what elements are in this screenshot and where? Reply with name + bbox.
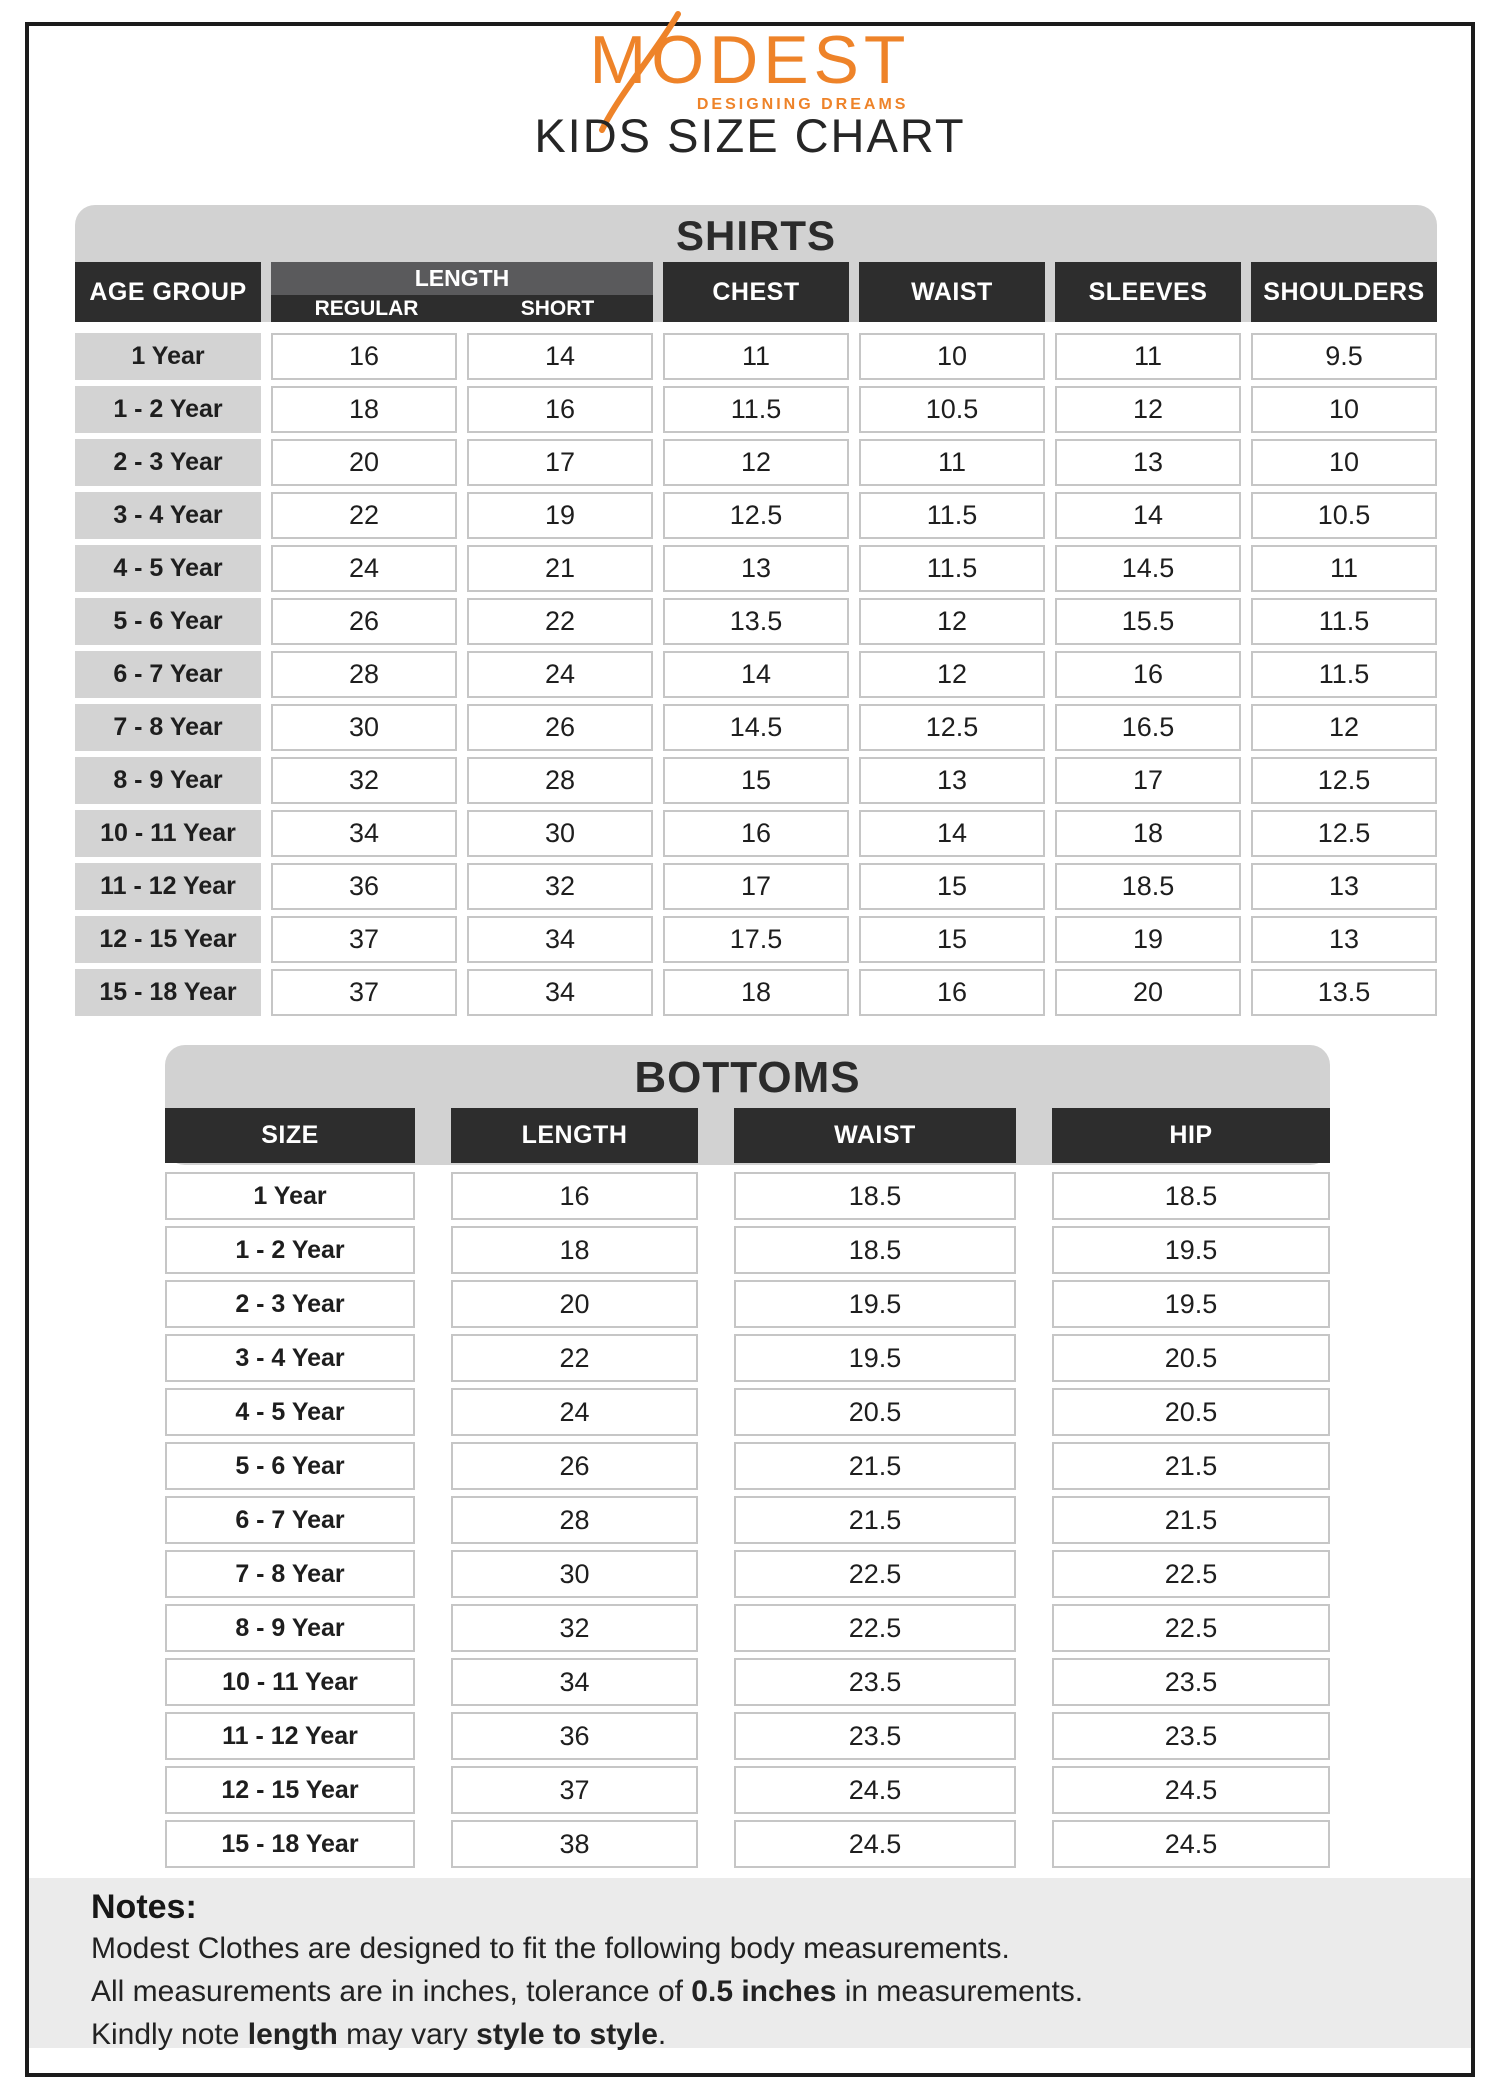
header-sleeves: SLEEVES (1055, 262, 1241, 322)
value-cell: 13 (859, 757, 1045, 804)
value-cell: 16 (451, 1172, 698, 1220)
size-cell: 4 - 5 Year (165, 1388, 415, 1436)
value-cell: 24 (451, 1388, 698, 1436)
value-cell: 11 (663, 333, 849, 380)
value-cell: 24.5 (1052, 1766, 1330, 1814)
value-cell: 14.5 (1055, 545, 1241, 592)
header-length: LENGTH (451, 1108, 698, 1163)
value-cell: 19.5 (1052, 1226, 1330, 1274)
value-cell: 9.5 (1251, 333, 1437, 380)
value-cell: 15 (859, 863, 1045, 910)
value-cell: 15 (663, 757, 849, 804)
notes-line: Modest Clothes are designed to fit the following body measurements. (91, 1932, 1010, 1965)
value-cell: 18 (1055, 810, 1241, 857)
header-length-group (271, 262, 653, 322)
value-cell: 14 (859, 810, 1045, 857)
value-cell: 13 (1055, 439, 1241, 486)
header-short: SHORT (520, 296, 595, 320)
value-cell: 14 (1055, 492, 1241, 539)
value-cell: 13 (663, 545, 849, 592)
value-cell: 32 (467, 863, 653, 910)
brand-tagline: DESIGNING DREAMS (696, 96, 909, 113)
size-cell: 1 Year (165, 1172, 415, 1220)
value-cell: 11.5 (663, 386, 849, 433)
shirts-title: SHIRTS (675, 212, 836, 259)
value-cell: 23.5 (734, 1712, 1016, 1760)
value-cell: 12.5 (1251, 810, 1437, 857)
value-cell: 16.5 (1055, 704, 1241, 751)
value-cell: 19.5 (1052, 1280, 1330, 1328)
header-length-split (271, 295, 653, 322)
value-cell: 12.5 (663, 492, 849, 539)
value-cell: 22 (271, 492, 457, 539)
size-cell: 8 - 9 Year (165, 1604, 415, 1652)
value-cell: 21 (467, 545, 653, 592)
value-cell: 11 (1055, 333, 1241, 380)
value-cell: 24 (271, 545, 457, 592)
value-cell: 24.5 (734, 1766, 1016, 1814)
notes-heading: Notes: (91, 1888, 197, 1926)
value-cell: 10.5 (859, 386, 1045, 433)
value-cell: 38 (451, 1820, 698, 1868)
bottoms-title: BOTTOMS (634, 1053, 861, 1102)
page-title: KIDS SIZE CHART (534, 109, 966, 162)
value-cell: 37 (271, 969, 457, 1016)
value-cell: 11.5 (1251, 651, 1437, 698)
value-cell: 13 (1251, 863, 1437, 910)
value-cell: 32 (451, 1604, 698, 1652)
value-cell: 12 (663, 439, 849, 486)
header-chest: CHEST (663, 262, 849, 322)
value-cell: 18 (271, 386, 457, 433)
value-cell: 18.5 (734, 1172, 1016, 1220)
bottoms-header-row (165, 1108, 1330, 1163)
age-group-cell: 1 Year (75, 333, 261, 380)
value-cell: 37 (271, 916, 457, 963)
value-cell: 16 (663, 810, 849, 857)
value-cell: 12.5 (859, 704, 1045, 751)
value-cell: 16 (271, 333, 457, 380)
value-cell: 26 (271, 598, 457, 645)
age-group-cell: 5 - 6 Year (75, 598, 261, 645)
value-cell: 30 (451, 1550, 698, 1598)
value-cell: 22 (451, 1334, 698, 1382)
value-cell: 26 (467, 704, 653, 751)
value-cell: 30 (467, 810, 653, 857)
header-shoulders: SHOULDERS (1251, 262, 1437, 322)
header-size: SIZE (165, 1108, 415, 1163)
notes-line: All measurements are in inches, tolerance of 0.5 inches in measurements. (91, 1975, 1084, 2008)
value-cell: 20 (1055, 969, 1241, 1016)
value-cell: 34 (467, 916, 653, 963)
size-cell: 7 - 8 Year (165, 1550, 415, 1598)
age-group-cell: 10 - 11 Year (75, 810, 261, 857)
value-cell: 36 (451, 1712, 698, 1760)
value-cell: 24.5 (1052, 1820, 1330, 1868)
header-age-group: AGE GROUP (75, 262, 261, 322)
bottoms-table (165, 1172, 1330, 1868)
value-cell: 12 (859, 651, 1045, 698)
value-cell: 17 (1055, 757, 1241, 804)
value-cell: 37 (451, 1766, 698, 1814)
value-cell: 30 (271, 704, 457, 751)
value-cell: 18 (451, 1226, 698, 1274)
age-group-cell: 12 - 15 Year (75, 916, 261, 963)
size-cell: 5 - 6 Year (165, 1442, 415, 1490)
value-cell: 36 (271, 863, 457, 910)
value-cell: 18.5 (734, 1226, 1016, 1274)
value-cell: 10 (1251, 386, 1437, 433)
size-cell: 1 - 2 Year (165, 1226, 415, 1274)
shirts-table (75, 333, 1437, 1016)
value-cell: 34 (451, 1658, 698, 1706)
brand-name: MODEST (589, 22, 911, 98)
value-cell: 24 (467, 651, 653, 698)
value-cell: 20.5 (1052, 1334, 1330, 1382)
value-cell: 10 (859, 333, 1045, 380)
age-group-cell: 15 - 18 Year (75, 969, 261, 1016)
age-group-cell: 4 - 5 Year (75, 545, 261, 592)
header-length: LENGTH (271, 262, 653, 295)
size-cell: 11 - 12 Year (165, 1712, 415, 1760)
value-cell: 17 (467, 439, 653, 486)
value-cell: 18.5 (1052, 1172, 1330, 1220)
value-cell: 23.5 (1052, 1712, 1330, 1760)
size-cell: 3 - 4 Year (165, 1334, 415, 1382)
value-cell: 14 (663, 651, 849, 698)
size-cell: 15 - 18 Year (165, 1820, 415, 1868)
value-cell: 14.5 (663, 704, 849, 751)
value-cell: 28 (451, 1496, 698, 1544)
age-group-cell: 7 - 8 Year (75, 704, 261, 751)
value-cell: 13 (1251, 916, 1437, 963)
value-cell: 34 (467, 969, 653, 1016)
size-cell: 6 - 7 Year (165, 1496, 415, 1544)
header-regular: REGULAR (314, 296, 419, 320)
value-cell: 21.5 (734, 1442, 1016, 1490)
value-cell: 11 (1251, 545, 1437, 592)
value-cell: 34 (271, 810, 457, 857)
notes-line: Kindly note length may vary style to style. (91, 2018, 667, 2051)
value-cell: 28 (271, 651, 457, 698)
value-cell: 22.5 (734, 1604, 1016, 1652)
value-cell: 14 (467, 333, 653, 380)
value-cell: 26 (451, 1442, 698, 1490)
value-cell: 16 (1055, 651, 1241, 698)
value-cell: 19.5 (734, 1280, 1016, 1328)
value-cell: 20 (271, 439, 457, 486)
value-cell: 12 (1055, 386, 1241, 433)
header-hip: HIP (1052, 1108, 1330, 1163)
value-cell: 18.5 (1055, 863, 1241, 910)
value-cell: 32 (271, 757, 457, 804)
value-cell: 24.5 (734, 1820, 1016, 1868)
notes-section (29, 1878, 1471, 2051)
value-cell: 15.5 (1055, 598, 1241, 645)
age-group-cell: 3 - 4 Year (75, 492, 261, 539)
value-cell: 10 (1251, 439, 1437, 486)
value-cell: 18 (663, 969, 849, 1016)
size-cell: 10 - 11 Year (165, 1658, 415, 1706)
header-waist: WAIST (859, 262, 1045, 322)
value-cell: 10.5 (1251, 492, 1437, 539)
value-cell: 22 (467, 598, 653, 645)
value-cell: 20.5 (1052, 1388, 1330, 1436)
brand-wordmark (589, 22, 911, 113)
age-group-cell: 1 - 2 Year (75, 386, 261, 433)
age-group-cell: 8 - 9 Year (75, 757, 261, 804)
value-cell: 21.5 (1052, 1496, 1330, 1544)
value-cell: 22.5 (1052, 1550, 1330, 1598)
value-cell: 20.5 (734, 1388, 1016, 1436)
value-cell: 21.5 (1052, 1442, 1330, 1490)
brand-logo (0, 22, 1500, 114)
value-cell: 11.5 (859, 492, 1045, 539)
value-cell: 23.5 (734, 1658, 1016, 1706)
age-group-cell: 11 - 12 Year (75, 863, 261, 910)
value-cell: 12.5 (1251, 757, 1437, 804)
value-cell: 15 (859, 916, 1045, 963)
value-cell: 11 (859, 439, 1045, 486)
value-cell: 19 (467, 492, 653, 539)
value-cell: 11.5 (859, 545, 1045, 592)
age-group-cell: 2 - 3 Year (75, 439, 261, 486)
value-cell: 16 (859, 969, 1045, 1016)
value-cell: 22.5 (734, 1550, 1016, 1598)
size-cell: 2 - 3 Year (165, 1280, 415, 1328)
value-cell: 19.5 (734, 1334, 1016, 1382)
value-cell: 12 (1251, 704, 1437, 751)
value-cell: 12 (859, 598, 1045, 645)
value-cell: 16 (467, 386, 653, 433)
value-cell: 17.5 (663, 916, 849, 963)
value-cell: 17 (663, 863, 849, 910)
value-cell: 23.5 (1052, 1658, 1330, 1706)
value-cell: 28 (467, 757, 653, 804)
value-cell: 21.5 (734, 1496, 1016, 1544)
value-cell: 22.5 (1052, 1604, 1330, 1652)
value-cell: 20 (451, 1280, 698, 1328)
header-waist: WAIST (734, 1108, 1016, 1163)
value-cell: 11.5 (1251, 598, 1437, 645)
value-cell: 13.5 (663, 598, 849, 645)
size-cell: 12 - 15 Year (165, 1766, 415, 1814)
age-group-cell: 6 - 7 Year (75, 651, 261, 698)
value-cell: 13.5 (1251, 969, 1437, 1016)
shirts-header-row (75, 262, 1437, 322)
value-cell: 19 (1055, 916, 1241, 963)
